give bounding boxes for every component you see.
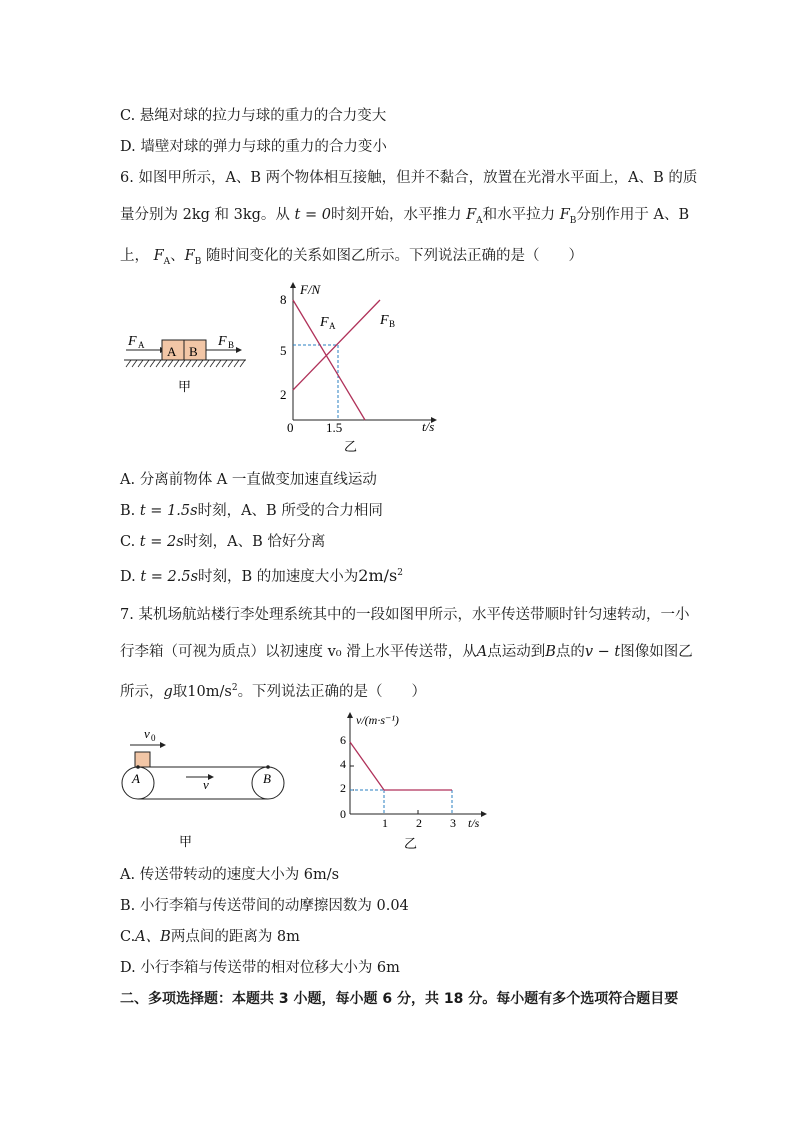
math-t0: t = 0 bbox=[294, 207, 331, 223]
fig7-ytick-2: 2 bbox=[340, 781, 346, 795]
fig6-ytick-8: 8 bbox=[280, 292, 287, 307]
fig6-xtick-0: 0 bbox=[287, 420, 294, 435]
fig7-series-velocity bbox=[350, 742, 452, 790]
fig6-ytick-5: 5 bbox=[280, 343, 287, 358]
q5-option-c: C. 悬绳对球的拉力与球的重力的合力变大 bbox=[120, 108, 387, 124]
svg-text:A: A bbox=[138, 340, 145, 350]
fig6-left-caption: 甲 bbox=[178, 379, 192, 394]
fig7-right-caption: 乙 bbox=[404, 836, 418, 851]
q7-option-d: D. 小行李箱与传送带的相对位移大小为 6m bbox=[120, 960, 400, 976]
q7-figure-vt-graph bbox=[336, 708, 496, 853]
fig6-fa-line-label: F bbox=[320, 315, 329, 330]
q7-option-a: A. 传送带转动的速度大小为 6m/s bbox=[120, 867, 340, 883]
pulley-a-label: A bbox=[132, 771, 140, 786]
svg-text:B: B bbox=[228, 340, 235, 350]
fa-label: F bbox=[128, 334, 137, 349]
fb-label: F bbox=[218, 334, 227, 349]
fig6-xtick-1-5: 1.5 bbox=[326, 420, 343, 435]
fig7-xtick-3: 3 bbox=[450, 816, 456, 830]
fig6-x-axis-label: t/s bbox=[422, 419, 435, 434]
q6-stem-line3: 上， $F_A$、$F_B$ 随时间变化的关系如图乙所示。下列说法正确的是（ ） bbox=[120, 248, 583, 267]
q6-option-d: D. t = 2.5s时刻，B 的加速度大小为$2m/s^2$ bbox=[120, 566, 403, 585]
q6-figure-ft-graph bbox=[276, 280, 446, 455]
q7-stem-line3: 所示，g取$10m/s^2$。下列说法正确的是（ ） bbox=[120, 683, 427, 700]
svg-text:A: A bbox=[329, 321, 336, 331]
fig6-series-fa bbox=[293, 300, 365, 420]
q6-stem-line2: 量分别为 2kg 和 3kg。从 t = 0时刻开始，水平推力 $F_A$和水平拉力 $F_B$分别作用于 A、B bbox=[120, 207, 690, 226]
fig6-right-caption: 乙 bbox=[344, 439, 358, 454]
svg-text:B: B bbox=[389, 319, 396, 329]
fig7-xtick-1: 1 bbox=[382, 816, 388, 830]
q6-figure-blocks bbox=[118, 325, 258, 400]
q6-option-b: B. t = 1.5s时刻，A、B 所受的合力相同 bbox=[120, 503, 383, 519]
fig7-xtick-2: 2 bbox=[416, 816, 422, 830]
q5-option-d: D. 墙壁对球的弹力与球的重力的合力变小 bbox=[120, 139, 387, 155]
svg-text:A: A bbox=[167, 344, 177, 359]
fig6-y-axis-label: F/N bbox=[300, 282, 321, 297]
q6-option-a: A. 分离前物体 A 一直做变加速直线运动 bbox=[120, 472, 377, 488]
fig6-fb-line-label: F bbox=[380, 313, 389, 328]
section-2-heading: 二、多项选择题：本题共 3 小题，每小题 6 分，共 18 分。每小题有多个选项符合题目要 bbox=[120, 991, 679, 1007]
fig6-ytick-2: 2 bbox=[280, 387, 287, 402]
svg-text:0: 0 bbox=[151, 733, 156, 743]
fig7-ytick-6: 6 bbox=[340, 733, 346, 747]
q6-stem-line1: 6. 如图甲所示，A、B 两个物体相互接触，但并不黏合，放置在光滑水平面上，A、B 的质 bbox=[120, 170, 698, 186]
q7-stem-line2: 行李箱（可视为质点）以初速度 v₀ 滑上水平传送带，从A点运动到B点的v − t图像如图乙 bbox=[120, 644, 693, 660]
q7-stem-line1: 7. 某机场航站楼行李处理系统其中的一段如图甲所示，水平传送带顺时针匀速转动，一小 bbox=[120, 607, 690, 623]
svg-text:B: B bbox=[189, 344, 198, 359]
q7-option-b: B. 小行李箱与传送带间的动摩擦因数为 0.04 bbox=[120, 898, 409, 914]
pulley-b-label: B bbox=[263, 771, 271, 786]
fig6-series-fb bbox=[293, 300, 380, 390]
fig7-y-axis-label: v/(m·s⁻¹) bbox=[356, 713, 399, 727]
q7-figure-conveyor bbox=[116, 722, 296, 852]
q7-option-c: C.A、B两点间的距离为 8m bbox=[120, 929, 300, 945]
fig7-ytick-4: 4 bbox=[340, 757, 346, 771]
v0-label: v bbox=[144, 726, 150, 741]
fig7-ytick-0: 0 bbox=[340, 807, 346, 821]
fig7-left-caption: 甲 bbox=[179, 834, 193, 849]
q6-option-c: C. t = 2s时刻，A、B 恰好分离 bbox=[120, 534, 326, 550]
ground-hatch bbox=[126, 360, 245, 367]
fig7-x-axis-label: t/s bbox=[468, 816, 480, 830]
luggage-box bbox=[135, 752, 150, 767]
belt-v-label: v bbox=[203, 777, 209, 792]
